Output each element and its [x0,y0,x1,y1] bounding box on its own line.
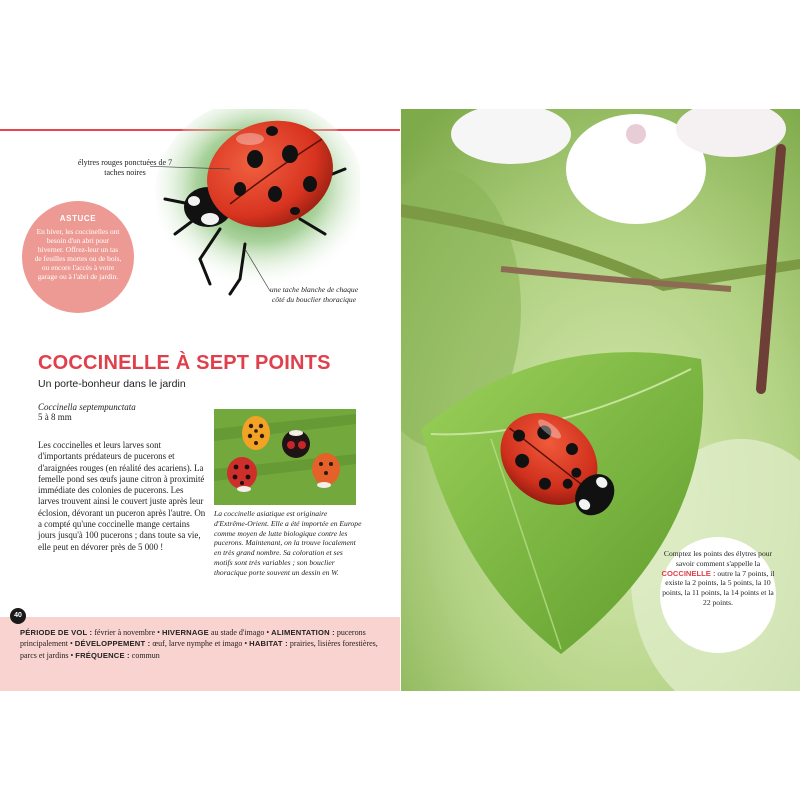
tip-highlight: COCCINELLE : [661,568,716,578]
left-page [0,109,400,691]
info-vol-value: février à novembre [92,628,156,637]
callout-elytra: élytres rouges ponctuées de 7 taches noires [77,158,173,177]
info-habitat-value: prairies, lisières forestières, parcs et jardins [20,639,378,660]
tip-circle [660,537,776,653]
info-habitat-label: HABITAT : [249,639,288,649]
species-title: COCCINELLE À SEPT POINTS [38,352,331,374]
species-subtitle: Un porte-bonheur dans le jardin [38,378,186,390]
info-alimentation-value: pucerons principalement [20,628,366,649]
species-size: 5 à 8 mm [38,412,72,422]
info-frequence-label: FRÉQUENCE : [75,650,130,660]
body-text: Les coccinelles et leurs larves sont d'importants prédateurs de pucerons et d'araignées rouges (en réalité des acariens). La femelle pond ses œufs jaune citron à proximité immédiate des colonies de pucerons. Les larves trouvent ainsi le couvert juste après leur éclosion, dévorant un puceron après l'autre. On a compté qu'une coccinelle mange certains jours jusqu'à 100 pucerons ; dans toute sa vie, elle peut en dévorer près de 5 000 ! [38,440,206,552]
asian-ladybirds-photo [214,409,356,505]
info-developpement-label: DÉVELOPPEMENT : [74,639,151,649]
info-hivernage-value: au stade d'imago [208,628,265,637]
info-developpement-value: œuf, larve nymphe et imago [150,639,243,649]
info-alimentation-label: ALIMENTATION : [271,628,335,637]
tip-text-after: outre la 7 points, il existe la 2 points, la 5 points, la 10 points, la 11 points, la 14 points et la 22 points. [662,568,775,607]
tip-text-before: Comptez les points des élytres pour savoir comment s'appelle la [663,549,773,568]
ladybird-hero-photo [150,109,360,309]
info-hivernage-label: HIVERNAGE [161,628,209,637]
astuce-badge [22,201,134,313]
inset-caption: La coccinelle asiatique est originaire d'Extrême-Orient. Elle a été importée en Europe comme moyen de lutte biologique contre les pucerons. Maintenant, on la trouve localement en très grand nombre. Sa coloration et ses motifs sont très variables ; son bouclier thoracique porte souvent un dessin en W. [214,509,362,577]
info-band: PÉRIODE DE VOL : février à novembre • HIVERNAGE au stade d'imago • ALIMENTATION : pucerons principalement • DÉVELOPPEMENT : œuf, larve nymphe et imago • HABITAT : prairies, lisières forestières, parcs et jardins • FRÉQUENCE : commun [0,617,400,691]
astuce-title: ASTUCE [59,214,97,223]
info-vol-label: PÉRIODE DE VOL : [20,628,93,637]
info-frequence-value: commun [129,650,160,660]
astuce-text: En hiver, les coccinelles ont besoin d'un abri pour hiverner. Offrez-leur un tas de feuilles mortes ou de bois, ou encore l'accès à votre garage ou à l'abri de jardin. [34,227,122,281]
scientific-name: Coccinella septempunctata [38,402,136,412]
right-page [401,109,800,691]
callout-shield: une tache blanche de chaque côté du bouclier thoracique [269,285,359,304]
page-number: 40 [10,608,26,624]
